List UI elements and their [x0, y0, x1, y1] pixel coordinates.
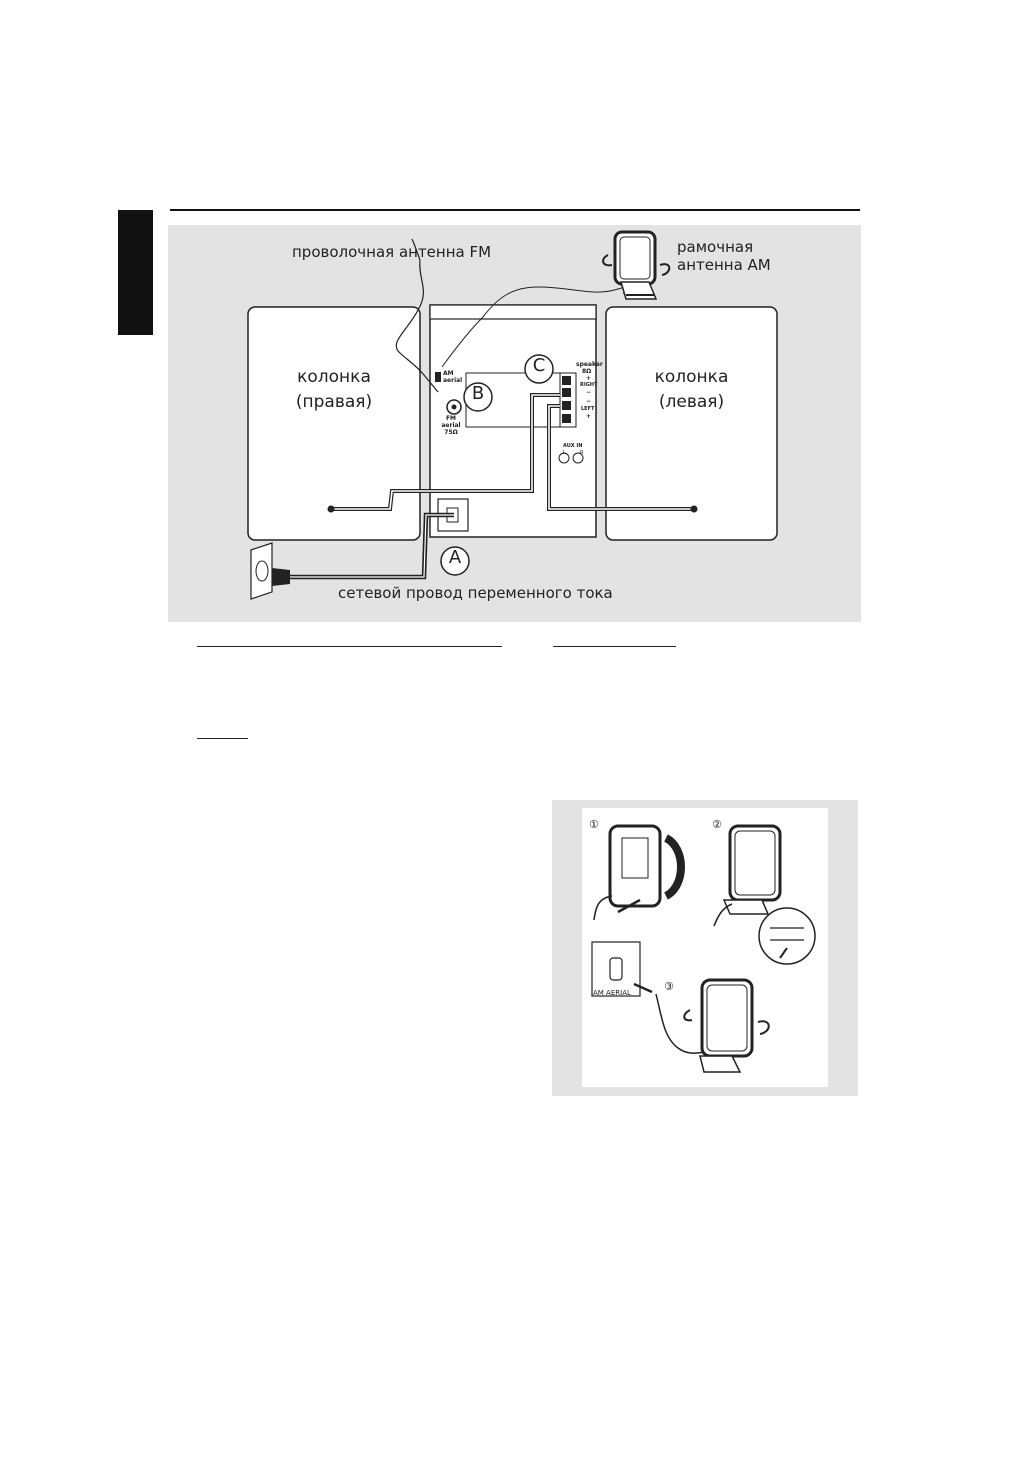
am-aerial-socket: [435, 372, 441, 382]
panel-am-aerial-line1: AM: [443, 370, 454, 377]
panel-aux-in: AUX IN: [563, 443, 583, 449]
am-loop-antenna-icon: [603, 232, 669, 299]
step-2-number: ②: [712, 818, 722, 831]
marker-a: A: [448, 547, 462, 568]
left-speaker-label-line1: колонка: [654, 367, 729, 387]
panel-left: LEFT: [581, 406, 595, 412]
am-loop-antenna-label-line2: антенна AM: [677, 256, 771, 274]
step-3-number: ③: [664, 980, 674, 993]
section-rule-2: [553, 646, 676, 647]
am-loop-antenna-label-line1: рамочная: [677, 238, 754, 256]
wall-outlet: [251, 543, 272, 599]
am-aerial-jack-label: AM AERIAL: [593, 989, 631, 997]
panel-speaker-line1: speaker: [576, 361, 603, 368]
language-tab: [118, 210, 153, 335]
speaker-terminals: [560, 373, 576, 427]
panel-aux-l: L: [563, 450, 566, 456]
marker-c: C: [532, 355, 546, 376]
fm-wire-antenna-label: проволочная антенна FM: [292, 243, 492, 261]
step2-antenna-icon: [714, 826, 815, 964]
right-speaker-label-line2: (правая): [295, 392, 373, 412]
panel-fm-aerial-line2: aerial: [441, 422, 461, 429]
ac-power-cord-label: сетевой провод переменного тока: [338, 584, 613, 602]
panel-fm-aerial-line1: FM: [445, 415, 457, 422]
panel-minus-2: −: [586, 398, 592, 405]
panel-speaker-line2: 8Ω: [582, 368, 592, 375]
left-speaker-box: [606, 307, 777, 540]
panel-am-aerial-line2: aerial: [443, 377, 463, 384]
panel-plus-1: +: [586, 375, 592, 382]
right-speaker-box: [248, 307, 420, 540]
right-speaker-label-line1: колонка: [297, 367, 371, 387]
panel-plus-2: +: [586, 413, 592, 420]
marker-b: B: [471, 383, 485, 404]
left-speaker-label-line2: (левая): [658, 392, 725, 412]
header-rule: [170, 209, 860, 211]
panel-aux-r: R: [580, 450, 584, 456]
panel-minus-1: −: [586, 389, 592, 396]
connection-diagram: [168, 225, 861, 622]
am-antenna-assembly-illustration: [582, 808, 828, 1087]
panel-fm-aerial-line3: 75Ω: [444, 429, 458, 436]
step1-antenna-icon: [594, 826, 681, 920]
panel-right: RIGHT: [580, 382, 598, 388]
step3-antenna-icon: [656, 980, 769, 1072]
section-rule-3: [197, 738, 248, 739]
am-aerial-jack-box: [592, 942, 652, 996]
section-rule-1: [197, 646, 502, 647]
step-1-number: ①: [589, 818, 599, 831]
